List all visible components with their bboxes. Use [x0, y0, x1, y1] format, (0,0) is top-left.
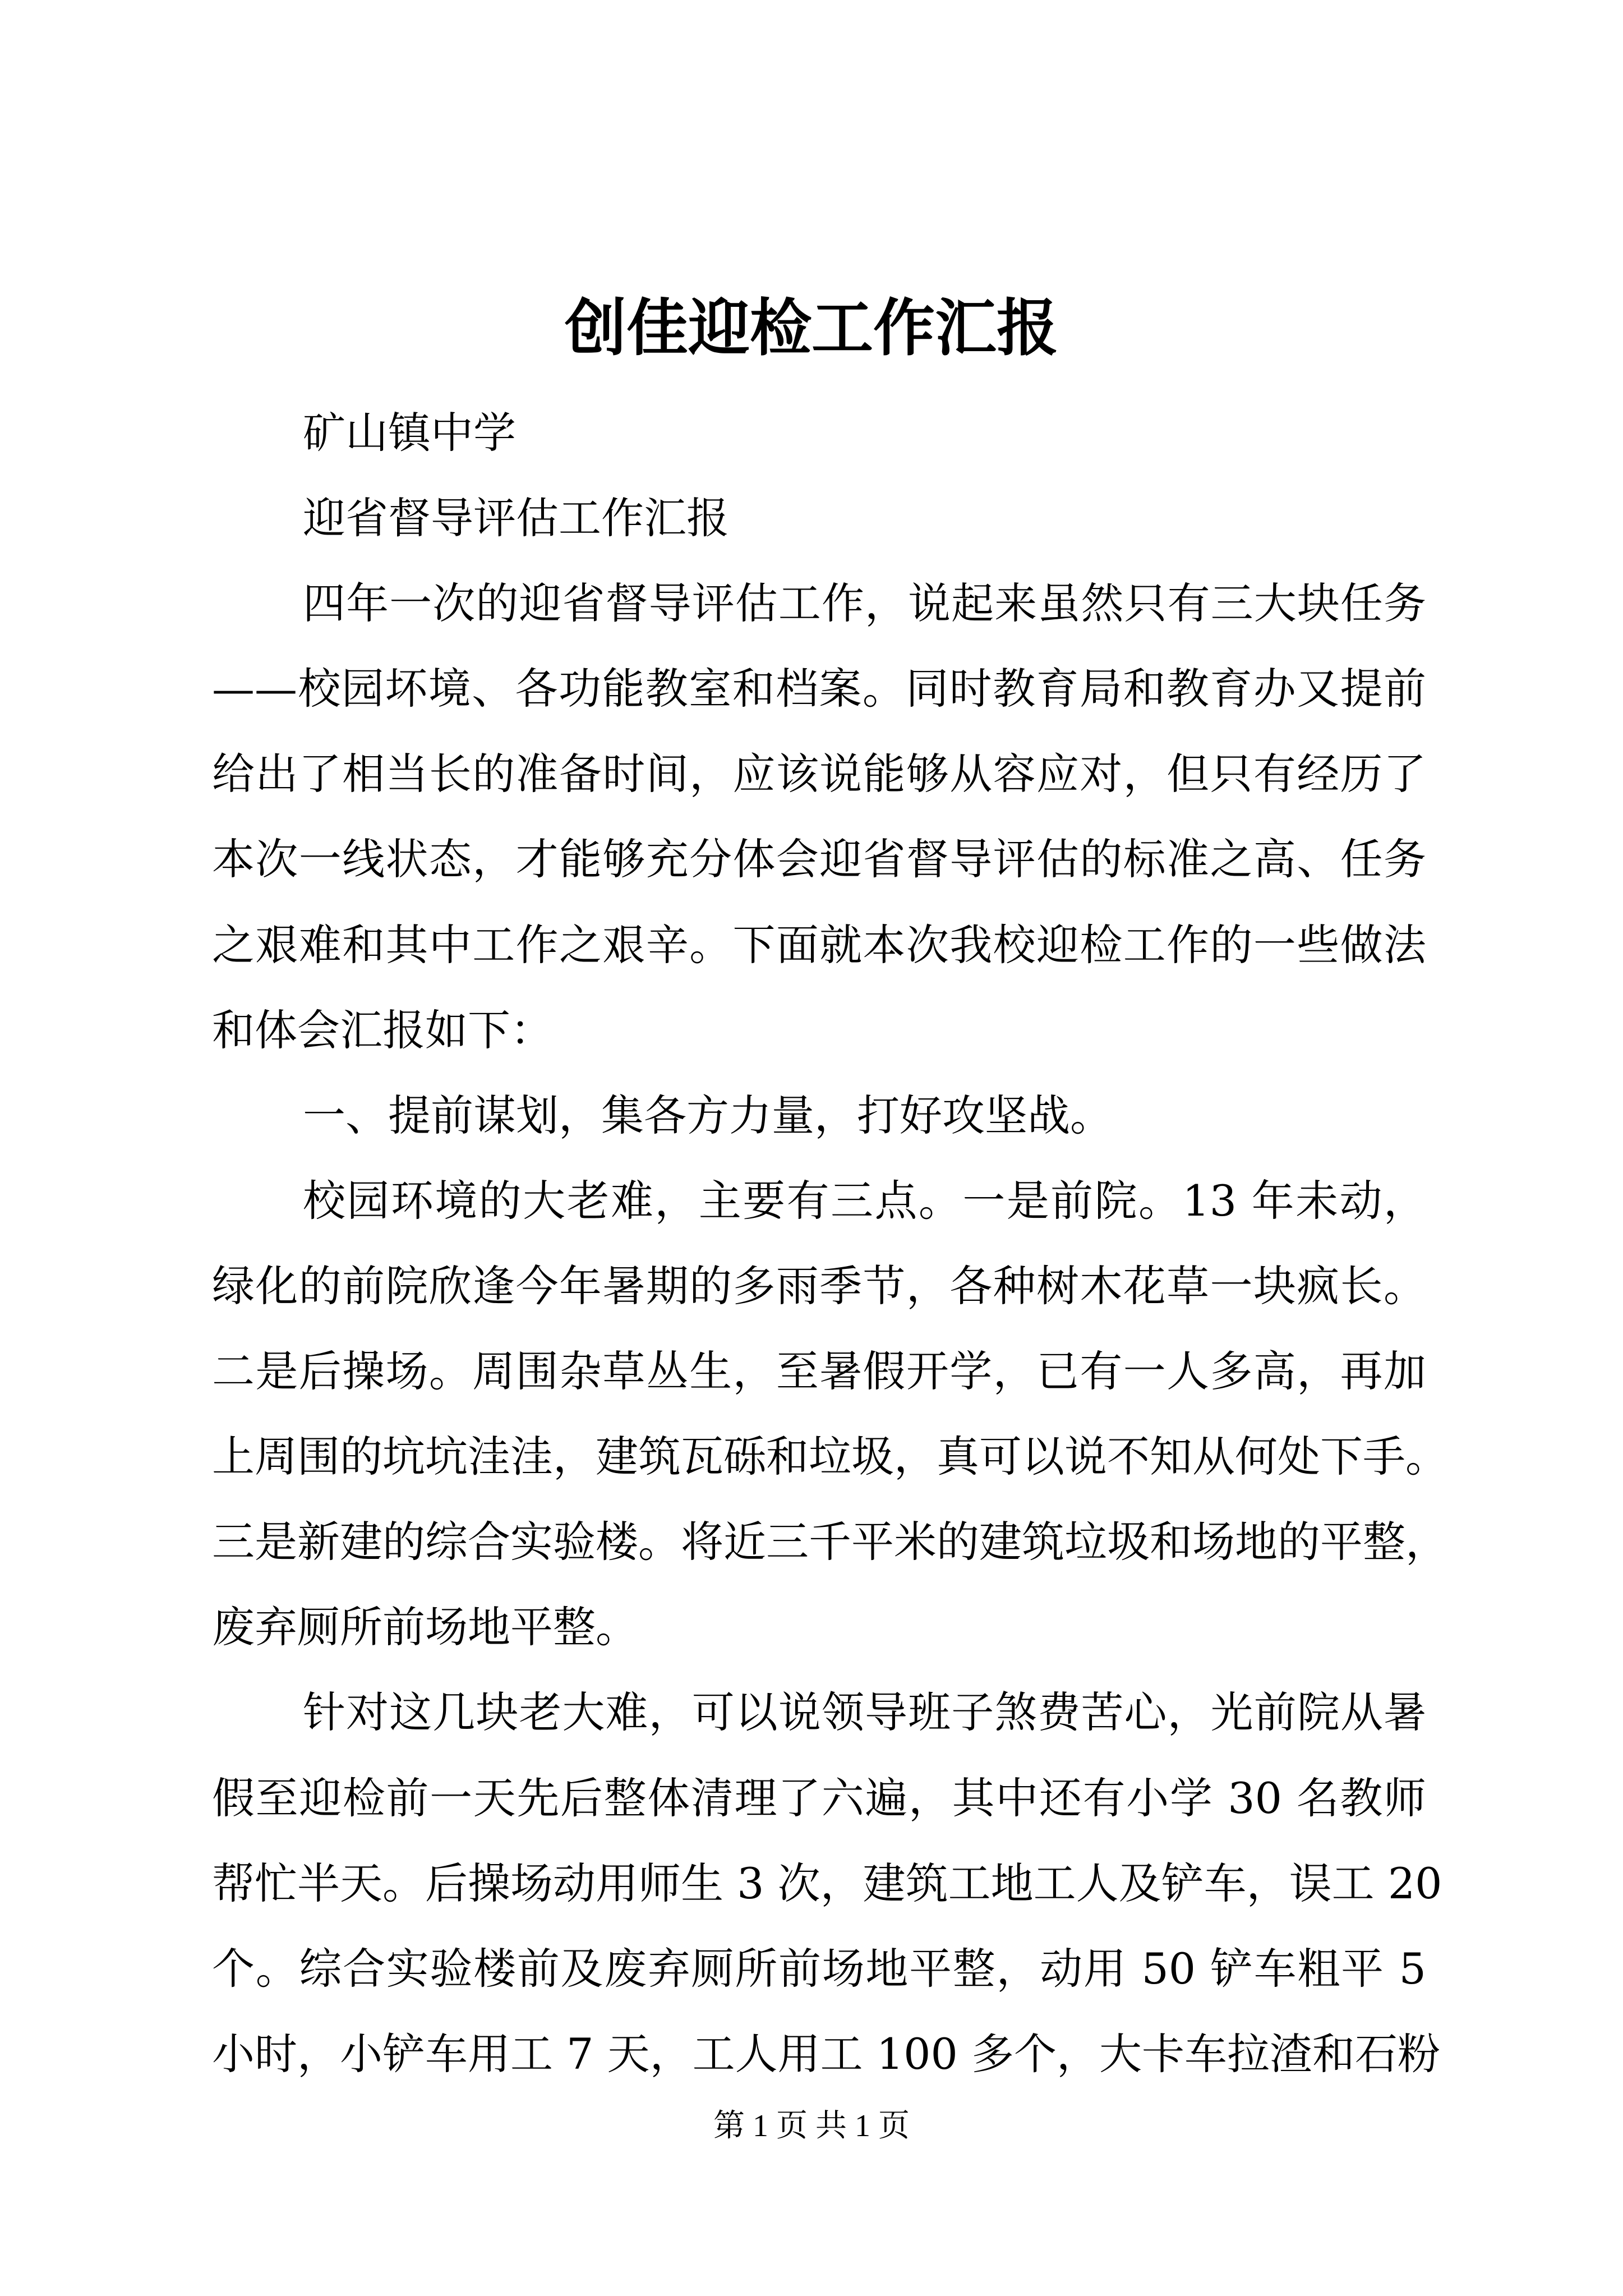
body-line: 四年一次的迎省督导评估工作，说起来虽然只有三大块任务	[303, 578, 1426, 629]
body-line: 矿山镇中学	[303, 408, 516, 458]
body-line: 本次一线状态，才能够充分体会迎省督导评估的标准之高、任务	[212, 834, 1426, 885]
body-line: 上周围的坑坑洼洼，建筑瓦砾和垃圾，真可以说不知从何处下手。	[212, 1432, 1448, 1482]
body-line: 针对这几块老大难，可以说领导班子煞费苦心，光前院从暑	[303, 1687, 1426, 1738]
body-line: 帮忙半天。后操场动用师生 3 次，建筑工地工人及铲车，误工 20	[212, 1858, 1442, 1908]
body-line: 迎省督导评估工作汇报	[303, 493, 729, 544]
body-line: 三是新建的综合实验楼。将近三千平米的建筑垃圾和场地的平整，	[212, 1517, 1448, 1567]
body-line: 之艰难和其中工作之艰辛。下面就本次我校迎检工作的一些做法	[212, 919, 1426, 970]
body-line: 个。综合实验楼前及废弃厕所前场地平整，动用 50 铲车粗平 5	[212, 1943, 1426, 1994]
section-heading: 一、提前谋划，集各方力量，打好攻坚战。	[303, 1090, 1113, 1140]
document-body	[212, 390, 1448, 2097]
body-line: 二是后操场。周围杂草丛生，至暑假开学，已有一人多高，再加	[212, 1346, 1426, 1397]
body-line: 假至迎检前一天先后整体清理了六遍，其中还有小学 30 名教师	[212, 1773, 1426, 1823]
body-line: 校园环境的大老难，主要有三点。一是前院。13 年未动，	[303, 1175, 1426, 1226]
document-title: 创佳迎检工作汇报	[565, 292, 1058, 364]
body-line: 废弃厕所前场地平整。	[212, 1602, 638, 1653]
body-line: 绿化的前院欣逢今年暑期的多雨季节，各种树木花草一块疯长。	[212, 1260, 1426, 1311]
body-line: 和体会汇报如下：	[212, 1005, 553, 1055]
body-line: 小时，小铲车用工 7 天，工人用工 100 多个，大卡车拉渣和石粉	[212, 2028, 1441, 2079]
body-line: ——校园坏境、各功能教室和档案。同时教育局和教育办又提前	[212, 664, 1426, 714]
body-line: 给出了相当长的准备时间，应该说能够从容应对，但只有经历了	[212, 749, 1426, 799]
page-footer: 第 1 页 共 1 页	[713, 2109, 910, 2143]
